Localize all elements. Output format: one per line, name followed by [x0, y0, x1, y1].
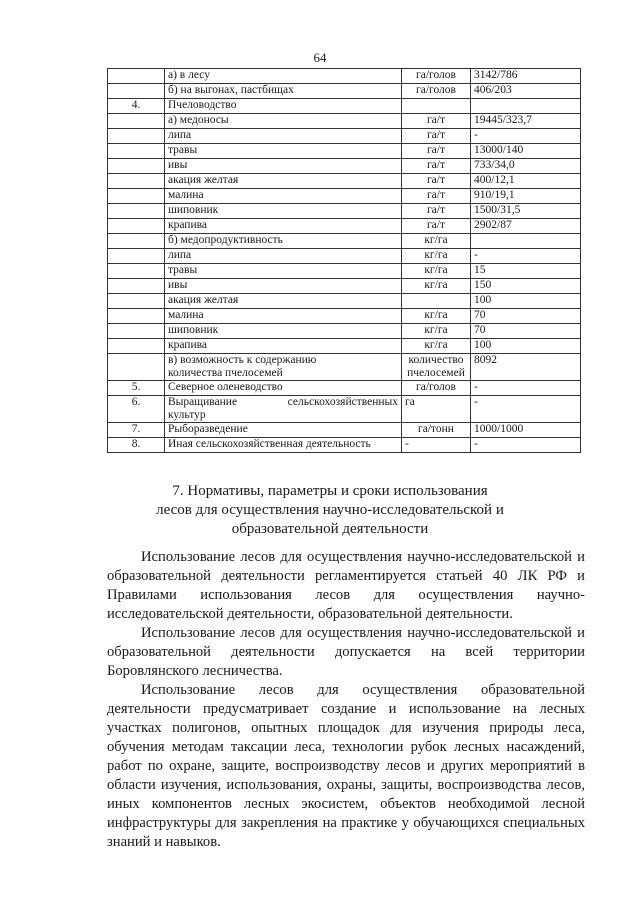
- row-number: [108, 69, 165, 84]
- table-row: [108, 99, 581, 114]
- row-number: [108, 354, 165, 381]
- row-unit: га/т: [402, 129, 471, 144]
- row-name: Пчеловодство: [165, 99, 402, 114]
- row-unit: кг/га: [402, 309, 471, 324]
- table-row: [108, 309, 581, 324]
- row-name: [165, 354, 402, 381]
- row-unit: га/голов: [402, 84, 471, 99]
- section-title-line-1: 7. Нормативы, параметры и сроки использования: [172, 483, 488, 499]
- row-unit: га/т: [402, 159, 471, 174]
- row-name: крапива: [165, 339, 402, 354]
- row-value: -: [471, 249, 581, 264]
- table-row: [108, 339, 581, 354]
- section-title: [130, 482, 530, 539]
- row-name: б) медопродуктивность: [165, 234, 402, 249]
- row-name: акация желтая: [165, 174, 402, 189]
- row-number: [108, 339, 165, 354]
- row-number: 8.: [108, 438, 165, 453]
- table-row: [108, 84, 581, 99]
- row-name-line-1: в) возможность к содержанию: [168, 354, 317, 366]
- row-number: [108, 309, 165, 324]
- row-number: 4.: [108, 99, 165, 114]
- table-row: [108, 174, 581, 189]
- row-value: 1500/31,5: [471, 204, 581, 219]
- row-unit: га: [402, 396, 471, 423]
- table-row-fish-farming: [108, 423, 581, 438]
- norms-table: [107, 68, 581, 453]
- table-row: [108, 294, 581, 309]
- row-name: ивы: [165, 159, 402, 174]
- row-unit: кг/га: [402, 234, 471, 249]
- section-body: [107, 548, 585, 852]
- table-row: [108, 324, 581, 339]
- row-name-line-1: [168, 396, 398, 409]
- row-value: -: [471, 129, 581, 144]
- row-name: крапива: [165, 219, 402, 234]
- row-name: б) на выгонах, пастбищах: [165, 84, 402, 99]
- table-row: [108, 204, 581, 219]
- table-row: [108, 219, 581, 234]
- row-number: [108, 234, 165, 249]
- row-value: 150: [471, 279, 581, 294]
- row-number: [108, 204, 165, 219]
- row-value: 400/12,1: [471, 174, 581, 189]
- page-number: 64: [313, 50, 327, 65]
- row-number: [108, 144, 165, 159]
- row-value: 406/203: [471, 84, 581, 99]
- row-unit: кг/га: [402, 249, 471, 264]
- row-name: а) в лесу: [165, 69, 402, 84]
- row-value: [471, 99, 581, 114]
- row-name: липа: [165, 249, 402, 264]
- paragraph: Использование лесов для осуществления научно-исследовательской и образовательной деятельности допускается на всей территории Боровлянского лесничества.: [107, 625, 585, 679]
- row-value: -: [471, 381, 581, 396]
- row-number: [108, 174, 165, 189]
- row-number: [108, 189, 165, 204]
- table-row-reindeer: [108, 381, 581, 396]
- paragraph: Использование лесов для осуществления научно-исследовательской и образовательной деятельности регламентируется статьей 40 ЛК РФ и Правилами использования лесов для осуществления научно-исследовательской деятельности, образовательной деятельности.: [107, 549, 585, 622]
- table-row: [108, 249, 581, 264]
- row-unit: га/т: [402, 144, 471, 159]
- row-value: -: [471, 438, 581, 453]
- table-row: [108, 279, 581, 294]
- row-number: [108, 129, 165, 144]
- row-unit: га/т: [402, 189, 471, 204]
- row-unit-line-1: количество: [408, 354, 464, 366]
- table-row-crops: [108, 396, 581, 423]
- row-name: травы: [165, 264, 402, 279]
- row-unit: га/т: [402, 174, 471, 189]
- row-unit: кг/га: [402, 339, 471, 354]
- row-value: 8092: [471, 354, 581, 381]
- row-number: 5.: [108, 381, 165, 396]
- row-unit: кг/га: [402, 324, 471, 339]
- row-number: [108, 279, 165, 294]
- row-value: [471, 234, 581, 249]
- row-name: травы: [165, 144, 402, 159]
- row-name: шиповник: [165, 204, 402, 219]
- row-number: 7.: [108, 423, 165, 438]
- row-number: 6.: [108, 396, 165, 423]
- table-row: [108, 144, 581, 159]
- row-number: [108, 219, 165, 234]
- table-row: [108, 114, 581, 129]
- paragraph: Использование лесов для осуществления образовательной деятельности предусматривает создание и использование на лесных участках полигонов, опытных площадок для изучения природы леса, обучения методам таксации леса, технологии рубок лесных насаждений, работ по охране, защите, воспроизводству лесов и других мероприятий в области изучения, использования, охраны, защиты, воспроизводства лесов, иных компонентов лесных экосистем, объектов необходимой лесной инфраструктуры для закрепления на практике у обучающихся специальных знаний и навыков.: [107, 682, 585, 850]
- row-value: 100: [471, 339, 581, 354]
- row-unit: га/голов: [402, 381, 471, 396]
- row-number: [108, 159, 165, 174]
- row-unit: кг/га: [402, 264, 471, 279]
- row-number: [108, 249, 165, 264]
- row-number: [108, 114, 165, 129]
- row-name: шиповник: [165, 324, 402, 339]
- table-row: [108, 234, 581, 249]
- row-value: 100: [471, 294, 581, 309]
- row-name: Иная сельскохозяйственная деятельность: [165, 438, 402, 453]
- row-unit: -: [402, 438, 471, 453]
- table-row: [108, 264, 581, 279]
- row-number: [108, 294, 165, 309]
- row-number: [108, 84, 165, 99]
- row-name-word-1: Выращивание: [168, 396, 238, 408]
- table-row: [108, 159, 581, 174]
- row-value: 19445/323,7: [471, 114, 581, 129]
- row-name: липа: [165, 129, 402, 144]
- row-unit-line-2: пчелосемей: [407, 367, 465, 379]
- table-row: [108, 69, 581, 84]
- row-unit: [402, 354, 471, 381]
- row-value: 910/19,1: [471, 189, 581, 204]
- row-unit: га/т: [402, 204, 471, 219]
- row-name: [165, 396, 402, 423]
- row-unit: га/тонн: [402, 423, 471, 438]
- row-unit: га/т: [402, 114, 471, 129]
- row-value: 733/34,0: [471, 159, 581, 174]
- row-name: малина: [165, 309, 402, 324]
- section-title-line-2: лесов для осуществления научно-исследовательской и: [156, 502, 504, 518]
- table-row: [108, 129, 581, 144]
- table-row-other-agriculture: [108, 438, 581, 453]
- row-name: Рыборазведение: [165, 423, 402, 438]
- section-title-line-3: образовательной деятельности: [231, 521, 429, 537]
- row-value: 70: [471, 324, 581, 339]
- row-value: 3142/786: [471, 69, 581, 84]
- norms-table-body: [108, 69, 581, 354]
- norms-table-tail: [108, 354, 581, 453]
- row-unit: га/голов: [402, 69, 471, 84]
- row-name: акация желтая: [165, 294, 402, 309]
- table-row: [108, 189, 581, 204]
- row-value: -: [471, 396, 581, 423]
- table-row-bee-colonies: [108, 354, 581, 381]
- row-name: ивы: [165, 279, 402, 294]
- row-unit: кг/га: [402, 279, 471, 294]
- row-unit: [402, 99, 471, 114]
- row-unit: [402, 294, 471, 309]
- row-value: 2902/87: [471, 219, 581, 234]
- row-name-word-2: сельскохозяйственных: [287, 396, 398, 408]
- row-value: 1000/1000: [471, 423, 581, 438]
- row-number: [108, 264, 165, 279]
- row-value: 13000/140: [471, 144, 581, 159]
- row-name-line-2: количества пчелосемей: [168, 367, 283, 379]
- row-name: Северное оленеводство: [165, 381, 402, 396]
- row-name: малина: [165, 189, 402, 204]
- row-name-line-2: культур: [168, 409, 206, 421]
- row-value: 70: [471, 309, 581, 324]
- row-number: [108, 324, 165, 339]
- row-name: а) медоносы: [165, 114, 402, 129]
- row-value: 15: [471, 264, 581, 279]
- row-unit: га/т: [402, 219, 471, 234]
